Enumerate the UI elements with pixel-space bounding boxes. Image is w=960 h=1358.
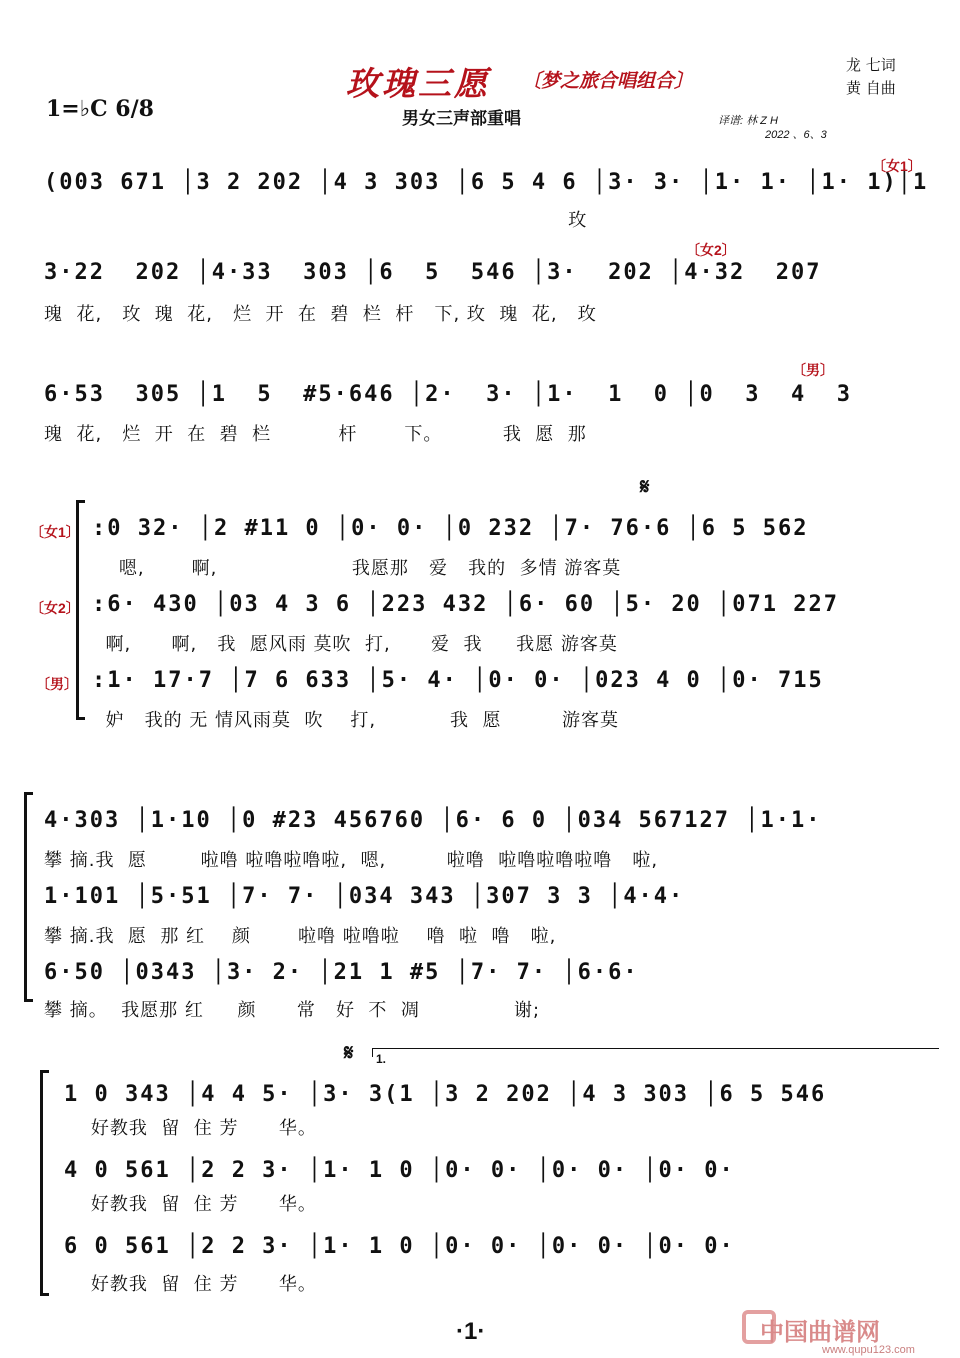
transcription-date: 2022 、6、3 <box>765 129 827 141</box>
system5-female1-lyrics: 攀 摘.我 愿 啦噜 啦噜啦噜啦, 嗯, 啦噜 啦噜啦噜啦噜 啦, <box>44 850 659 871</box>
system6-brace <box>40 1070 49 1296</box>
system3-notes: 6·53 305 │1 5 #5·646 │2· 3· │1· 1 0 │0 3 4 3 <box>44 382 852 407</box>
page-number: ·1· <box>456 1318 486 1345</box>
system4-male-lyrics: 妒 我的 无 情风雨莫 吹 打, 我 愿 游客莫 <box>92 710 619 731</box>
first-ending-bracket <box>372 1048 939 1057</box>
system6-male-notes: 6 0 561 │2 2 3· │1· 1 0 │0· 0· │0· 0· │0· 0· <box>64 1234 735 1259</box>
system4-male-notes: :1· 17·7 │7 6 633 │5· 4· │0· 0· │023 4 0 │0· 715 <box>92 668 824 693</box>
system5-male-notes: 6·50 │0343 │3· 2· │21 1 #5 │7· 7· │6·6· <box>44 960 639 985</box>
watermark-url: www.qupu123.com <box>822 1344 915 1356</box>
watermark-text: 中国曲谱网 <box>760 1317 880 1346</box>
system4-female1-notes: :0 32· │2 #11 0 │0· 0· │0 232 │7· 76·6 │6 5 562 <box>92 516 809 541</box>
part-tag-female1: 〔女1〕 <box>872 158 922 174</box>
system4-female1-lyrics: 嗯, 啊, 我愿那 爱 我的 多情 游客莫 <box>92 558 622 579</box>
system6-male-lyrics: 好教我 留 住 芳 华。 <box>64 1274 317 1295</box>
system6-female1-notes: 1 0 343 │4 4 5· │3· 3(1 │3 2 202 │4 3 303 │6 5 546 <box>64 1082 827 1107</box>
system5-brace <box>24 792 33 1002</box>
part-tag-male: 〔男〕 <box>792 362 834 378</box>
system5-female2-lyrics: 攀 摘.我 愿 那 红 颜 啦噜 啦噜啦 噜 啦 噜 啦, <box>44 926 557 947</box>
system1-lyrics: 玫 <box>44 210 588 231</box>
system4-female2-notes: :6· 430 │03 4 3 6 │223 432 │6· 60 │5· 20 │071 227 <box>92 592 840 617</box>
song-title: 玫瑰三愿 <box>346 64 490 103</box>
system5-male-lyrics: 攀 摘。 我愿那 红 颜 常 好 不 凋 谢; <box>44 1000 541 1021</box>
system2-notes: 3·22 202 │4·33 303 │6 5 546 │3· 202 │4·32 207 <box>44 260 822 285</box>
system2-lyrics: 瑰 花, 玫 瑰 花, 烂 开 在 碧 栏 杆 下, 玫 瑰 花, 玫 <box>44 304 597 325</box>
system6-female2-lyrics: 好教我 留 住 芳 华。 <box>64 1194 317 1215</box>
key-signature: 1=♭C 6/8 <box>46 96 154 122</box>
system6-female1-lyrics: 好教我 留 住 芳 华。 <box>64 1118 317 1139</box>
system3-lyrics: 瑰 花, 烂 开 在 碧 栏 杆 下。 我 愿 那 <box>44 424 587 445</box>
system1-notes: (003 671 │3 2 202 │4 3 303 │6 5 4 6 │3· 3· │1· 1· │1· 1)│1 <box>44 170 929 195</box>
system4-tag-female2: 〔女2〕 <box>30 600 80 616</box>
lyricist-credit: 龙 七词 <box>846 56 896 74</box>
system4-female2-lyrics: 啊, 啊, 我 愿风雨 莫吹 打, 爱 我 我愿 游客莫 <box>92 634 618 655</box>
system4-tag-male: 〔男〕 <box>36 676 78 692</box>
transcriber-credit: 译谱: 林 Z H <box>718 115 778 127</box>
system5-female2-notes: 1·101 │5·51 │7· 7· │034 343 │307 3 3 │4·4· <box>44 884 685 909</box>
system5-female1-notes: 4·303 │1·10 │0 #23 456760 │6· 6 0 │034 567127 │1·1· <box>44 808 822 833</box>
segno-sign: 𝄋 <box>640 474 650 499</box>
composer-credit: 黄 自曲 <box>846 79 896 97</box>
first-ending-label: 1. <box>376 1052 387 1066</box>
system4-tag-female1: 〔女1〕 <box>30 524 80 540</box>
system6-female2-notes: 4 0 561 │2 2 3· │1· 1 0 │0· 0· │0· 0· │0· 0· <box>64 1158 735 1183</box>
segno-sign-2: 𝄋 <box>344 1040 354 1065</box>
performer-subtitle: 〔梦之旅合唱组合〕 <box>522 71 694 92</box>
part-tag-female2: 〔女2〕 <box>686 242 736 258</box>
arrangement-form: 男女三声部重唱 <box>402 109 521 128</box>
